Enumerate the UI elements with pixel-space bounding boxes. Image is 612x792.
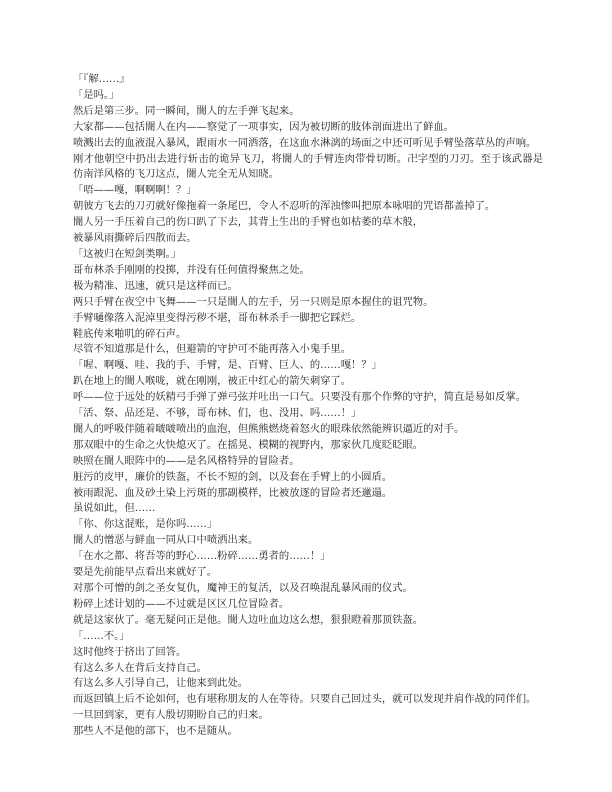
- paragraph: 有这么多人在背后支持自己。: [73, 661, 207, 674]
- paragraph: 虽说如此，但……: [73, 502, 156, 515]
- paragraph: 手臂嗵像落入泥淖里变得污秽不堪，哥布林杀手一脚把它踩烂。: [73, 311, 362, 324]
- paragraph: 闇人另一手压着自己的伤口趴了下去，其背上生出的手臂也如枯萎的草木般，: [73, 216, 424, 229]
- paragraph: 「『解……』: [73, 73, 130, 85]
- paragraph: 被暴风雨撕碎后四散而去。: [73, 232, 197, 245]
- paragraph: 就是这家伙了。毫无疑问正是他。闇人边吐血边这么想，狠狠瞪着那顶铁盔。: [73, 613, 424, 626]
- paragraph: 对那个可憎的剑之圣女复仇，魔神王的复活，以及召唤混乱暴风雨的仪式。: [73, 582, 413, 594]
- paragraph: 闇人的憎恶与鲜血一同从口中喷洒出来。: [73, 534, 259, 547]
- paragraph: 被雨跟泥、血及砂土染上污斑的那副模样，比被放逐的冒险者还邋遢。: [73, 486, 393, 499]
- paragraph: 刚才他朝空中扔出去进行斩击的诡异飞刀，将闇人的手臂连肉带骨切断。卍字型的刀刃。至于该武器是仿南洋风格的飞刀这点，闇人完全无从知晓。: [73, 152, 543, 181]
- paragraph: 呼——位于远处的妖精弓手弹了弹弓弦并吐出一口气。只要没有那个作弊的守护，简直是易如反掌。: [73, 391, 527, 404]
- paragraph: 闇人的呼吸伴随着啵啵喷出的血泡，但熊熊燃烧着怒火的眼珠依然能辨识逼近的对手。: [73, 422, 465, 435]
- paragraph: 那些人不是他的部下，也不是随从。: [73, 725, 238, 738]
- paragraph: 脏污的皮甲，廉价的铁盔，不长不短的剑，以及套在手臂上的小圆盾。: [73, 470, 393, 483]
- paragraph: 「这被归在短剑类啊。」: [73, 247, 182, 260]
- paragraph: 「在水之都、将吾等的野心……粉碎……勇者的……！」: [73, 550, 331, 563]
- paragraph: 大家都——包括闇人在内——察觉了一项事实，因为被切断的肢体剖面进出了鲜血。: [73, 120, 454, 133]
- paragraph: 然后是第三步。同一瞬间，闇人的左手弹飞起来。: [73, 104, 300, 117]
- paragraph: 极为精准、迅速，就只是这样而已。: [73, 279, 238, 292]
- paragraph: 哥布林杀手刚刚的投掷，并没有任何值得聚焦之处。: [73, 263, 310, 276]
- paragraph: 「是吗。」: [73, 88, 120, 101]
- paragraph: 「喔、啊嘎、哇、我的手、手臂，是、百臂、巨人、的……嘎！？」: [73, 359, 382, 372]
- document-page: [73, 72, 543, 740]
- paragraph: 鞋底传来啪叽的碎石声。: [73, 327, 187, 340]
- paragraph: 那双眼中的生命之火快熄灭了。在摇晃、模糊的视野内，那家伙几度眨眨眼。: [73, 438, 424, 451]
- paragraph: 两只手臂在夜空中飞舞——一只是闇人的左手，另一只则是原本握住的诅咒物。: [73, 295, 434, 308]
- paragraph: 「唔——嘎，啊啊啊！？」: [73, 184, 197, 197]
- paragraph: 粉碎上述计划的——不过就是区区几位冒险者。: [73, 597, 290, 610]
- paragraph: 要是先前能早点看出来就好了。: [73, 566, 218, 579]
- paragraph: 朝彼方飞去的刀刃就好像拖着一条尾巴，令人不忍听的浑浊惨叫把原本咏唱的咒语都盖掉了。: [73, 200, 496, 213]
- paragraph: 「……不。」: [73, 629, 130, 642]
- paragraph: 喷溅出去的血液混入暴风，跟雨水一同洒落，在这血水淋漓的场面之中还可听见手臂坠落草丛的声响。: [73, 136, 537, 149]
- paragraph: 尽管不知道那是什么，但避箭的守护可不能再落入小鬼手里。: [73, 343, 352, 356]
- paragraph: 趴在地上的闇人喉咙，就在刚刚，被正中红心的箭矢刺穿了。: [73, 375, 352, 388]
- paragraph: 「你、你这混账，是你吗……」: [73, 518, 218, 531]
- paragraph: 「活、祭、品还是、不够，哥布林、们，也、没用、吗……！」: [73, 407, 362, 420]
- paragraph: 而返回镇上后不论如何，也有堪称朋友的人在等待。只要自己回过头，就可以发现并肩作战的同伴们。: [73, 693, 537, 706]
- paragraph: 这时他终于挤出了回答。: [73, 645, 187, 658]
- paragraph: 映照在闇人眼阵中的——是名风格特异的冒险者。: [73, 454, 300, 467]
- paragraph: 有这么多人引导自己，让他来到此处。: [73, 677, 249, 690]
- paragraph: 一旦回到家，更有人殷切期盼自己的归来。: [73, 709, 269, 722]
